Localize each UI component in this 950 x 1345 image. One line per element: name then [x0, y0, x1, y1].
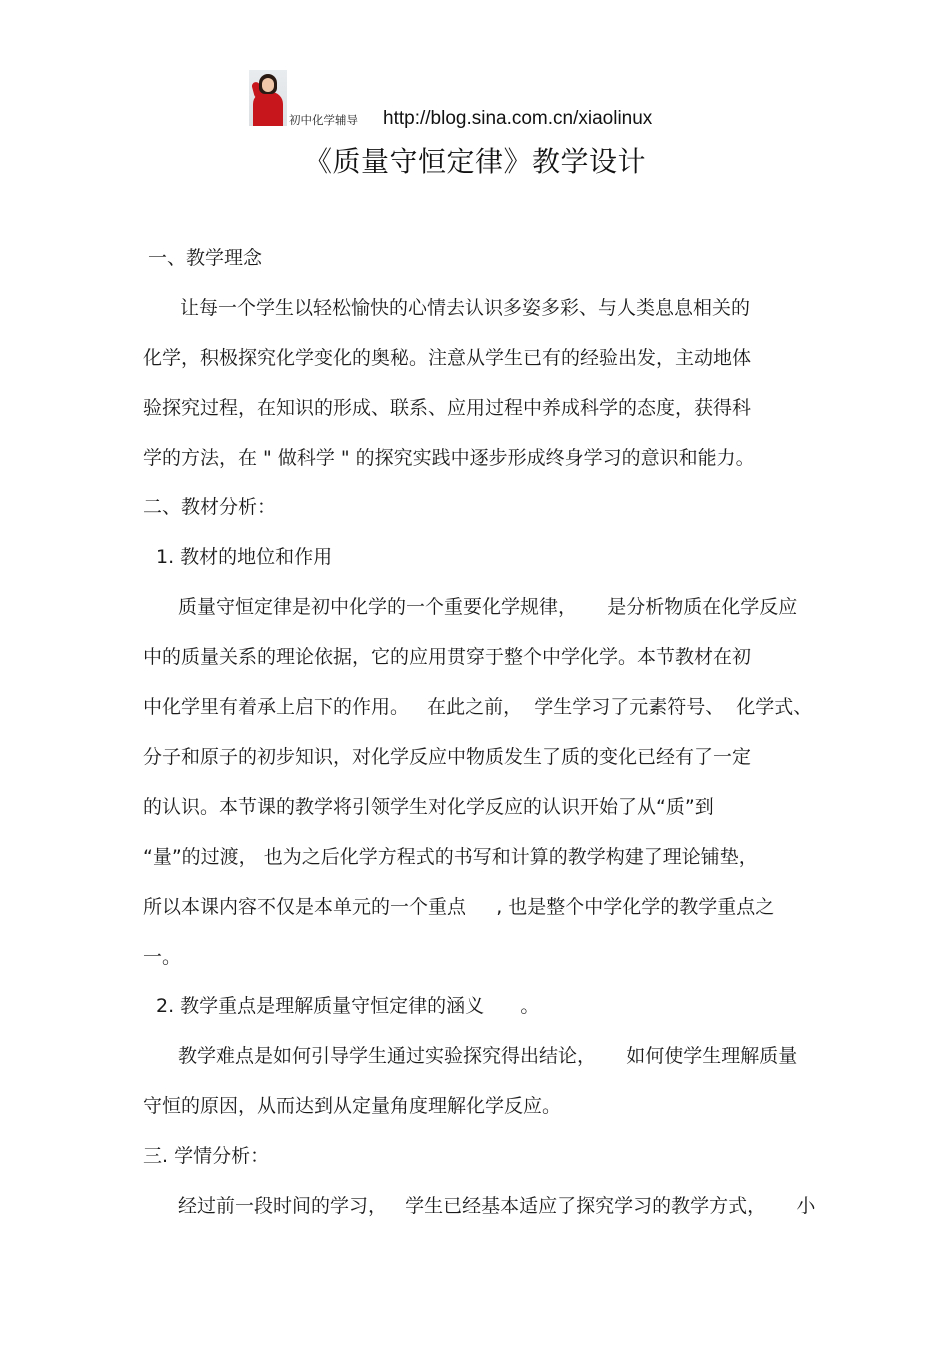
- paragraph-line: 质量守恒定律是初中化学的一个重要化学规律， 是分析物质在化学反应: [178, 596, 798, 618]
- paragraph-line: 让每一个学生以轻松愉快的心情去认识多姿多彩、与人类息息相关的: [180, 297, 751, 319]
- section-heading-1: 一、教学理念: [148, 247, 263, 269]
- subsection-heading: 2. 教学重点是理解质量守恒定律的涵义 。: [156, 995, 540, 1017]
- blog-url: http://blog.sina.com.cn/xiaolinux: [383, 108, 653, 129]
- author-photo: [249, 70, 287, 126]
- paragraph-line: 教学难点是如何引导学生通过实验探究得出结论， 如何使学生理解质量: [178, 1045, 798, 1067]
- header-label: 初中化学辅导: [289, 113, 358, 127]
- paragraph-line: 一。: [143, 946, 182, 968]
- paragraph-line: “量”的过渡， 也为之后化学方程式的书写和计算的教学构建了理论铺垫，: [143, 846, 758, 868]
- document-title: 《质量守恒定律》教学设计: [303, 145, 646, 178]
- paragraph-line: 所以本课内容不仅是本单元的一个重点 , 也是整个中学化学的教学重点之: [143, 896, 775, 918]
- section-heading-3: 三. 学情分析：: [143, 1145, 270, 1167]
- paragraph-line: 守恒的原因，从而达到从定量角度理解化学反应。: [143, 1095, 562, 1117]
- paragraph-line: 化学，积极探究化学变化的奥秘。注意从学生已有的经验出发，主动地体: [143, 347, 752, 369]
- paragraph-line: 学的方法，在 " 做科学 " 的探究实践中逐步形成终身学习的意识和能力。: [143, 447, 755, 469]
- subsection-heading: 1. 教材的地位和作用: [156, 546, 333, 568]
- page-header: [249, 70, 709, 128]
- paragraph-line: 的认识。本节课的教学将引领学生对化学反应的认识开始了从“质”到: [143, 796, 714, 818]
- paragraph-line: 验探究过程，在知识的形成、联系、应用过程中养成科学的态度，获得科: [143, 397, 752, 419]
- paragraph-line: 分子和原子的初步知识，对化学反应中物质发生了质的变化已经有了一定: [143, 746, 752, 768]
- paragraph-line: 中的质量关系的理论依据，它的应用贯穿于整个中学化学。本节教材在初: [143, 646, 752, 668]
- paragraph-line: 中化学里有着承上启下的作用。 在此之前， 学生学习了元素符号、 化学式、: [143, 696, 813, 718]
- section-heading-2: 二、教材分析：: [143, 496, 277, 518]
- paragraph-line: 经过前一段时间的学习， 学生已经基本适应了探究学习的教学方式， 小: [178, 1195, 816, 1217]
